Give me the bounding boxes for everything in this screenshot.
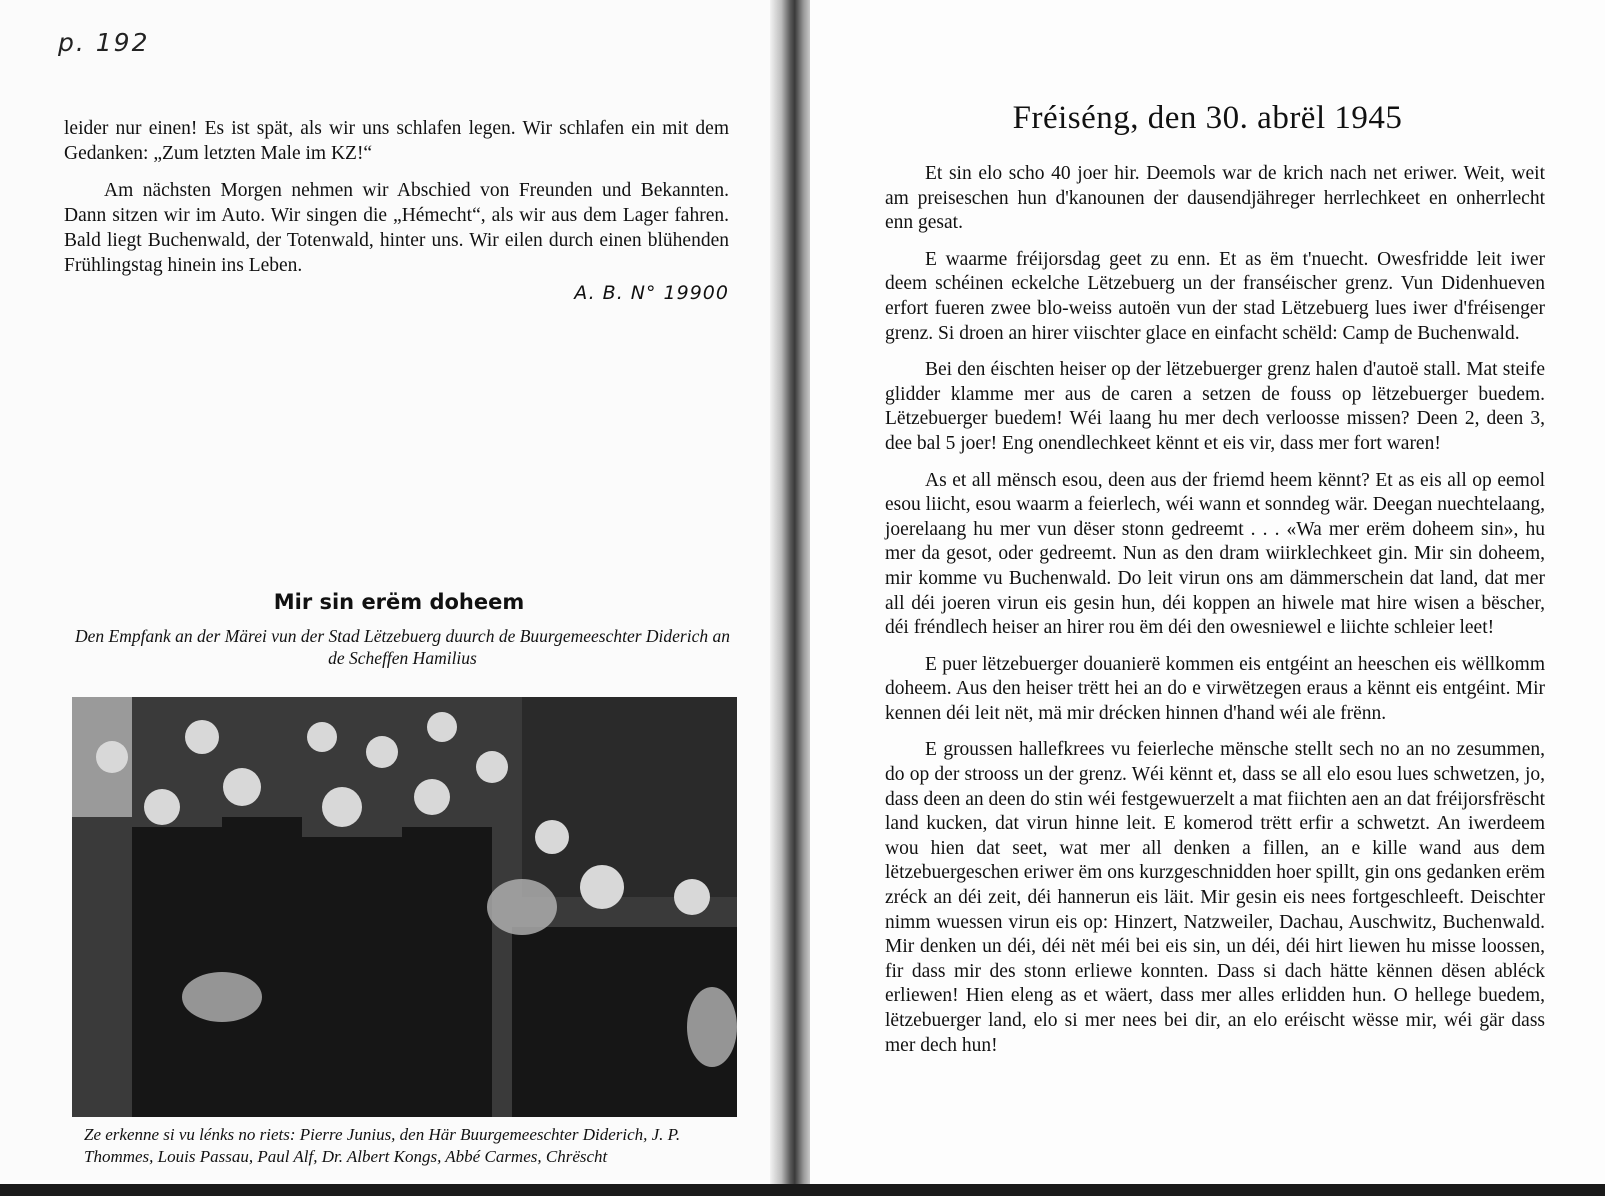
right-paragraph-3: Bei den éischten heiser op der lëtzebuerger grenz halen d'autoë stall. Mat steife glidder klamme mer aus de caren a setzen de fouss op lëtzebuerger buedem. Lëtzebuerger buedem! Wéi laang hu mer dech verloosse missen? Deen 2, deen 3, dee bal 5 joer! Eng onendlechkeet kënnt et eis vir, dass mer fort waren!: [885, 359, 1545, 454]
left-paragraph-2: Am nächsten Morgen nehmen wir Abschied von Freunden und Bekannten. Dann sitzen wir im Auto. Wir singen die „Hémecht“, als wir aus dem Lager fahren. Bald liegt Buchenwald, der Totenwald, hinter uns. Wir eilen durch einen blühenden Frühlingstag hinein ins Leben.: [64, 180, 729, 276]
page-title: Fréiséng, den 30. abrël 1945: [1012, 100, 1403, 136]
section-subtitle: Den Empfank an der Märei vun der Stad Lëtzebuerg duurch de Buurgemeeschter Diderich an de Scheffen Hamilius: [75, 626, 730, 668]
right-page-text: [885, 162, 1545, 1058]
book-gutter: [770, 0, 815, 1196]
right-paragraph-5: E puer lëtzebuerger douanierë kommen eis entgéint an heeschen eis wëllkomm doheem. Aus den heiser trëtt hei an do e virwëtzegen eraus a kënnt eis entgéint. Mir kennen déi leit nët, mä mir drécken hinnen d'hand wéi ale frënn.: [885, 653, 1545, 724]
group-photo: [72, 697, 737, 1117]
right-paragraph-6: E groussen hallefkrees vu feierleche mënsche stellt sech no an no zesummen, do op der strooss un der grenz. Wéi kënnt et, dass se all elo esou lues schwetzen, jo, dass deen an deen do stin wéi festgewuerzelt a mat fiichten aen an dat fréijorsfrëscht land kucken, dat virun hinne leit. E komerod trëtt erfir a schwetzt. An iwerdeem wou hien dat seet, wat mer all denken a fillen, an e kille wand aus dem lëtzebuergeschen eriwer ëm ons kurzgeschnidden hoer spillt, gin ons gedanken erëm zréck an déi zeit, déi hannerun eis läit. Mir gesin eis nees fortgeschleeft. Deischter nimm wuessen virun eis op: Hinzert, Natzweiler, Dachau, Auschwitz, Buchenwald. Mir denken un déi, déi nët méi bei eis sin, un déi, déi hirt liewen hu misse loossen, fir dass mir des stonn erliewe konnten. Dass si dach hätte kënnen dësen abléck erliewen! Hien eleng as et wäert, dass mer alles erlidden hun. O hellege buedem, lëtzebuerger land, elo si mer nees bei dir, an elo eréischt wësse mir, wéi gär dass mer dech hun!: [885, 739, 1545, 1056]
scan-bottom-edge: [0, 1184, 1605, 1196]
handwritten-page-number: p. 192: [58, 28, 150, 57]
left-page-text: [64, 116, 729, 304]
right-paragraph-2: E waarme fréijorsdag geet zu enn. Et as ëm t'nuecht. Owesfridde leit iwer deem schéinen eckelche Lëtzebuerg un der franséischer grenz. Vun Didenhueven erfort fueren zwee blo-weiss autoën vun der stad Lëtzebuerg lues iwer d'fréisenger grenz. Si droen an hirer viischter glace en einfacht schëld: Camp de Buchenwald.: [885, 248, 1545, 344]
section-title: Mir sin erëm doheem: [273, 590, 525, 614]
right-paragraph-1: Et sin elo scho 40 joer hir. Deemols war de krich nach net eriwer. Weit, weit am preiseschen hun d'kanounen der dausendjähreger herrlechkeet en onherrlecht enn gesat.: [885, 163, 1545, 234]
left-paragraph-1: leider nur einen! Es ist spät, als wir uns schlafen legen. Wir schlafen ein mit dem Gedanken: „Zum letzten Male im KZ!“: [64, 118, 729, 164]
right-paragraph-4: As et all mënsch esou, deen aus der friemd heem kënnt? Et as eis all op eemol esou liicht, esou waarm a feierlech, wéi wann et sonndeg wär. Deegan nuechtelaang, joerelaang hu mer vun dëser stonn gedreemt . . . «Wa mer erëm doheem sin», hu mer da gesot, oder gedreemt. Nun as den dram wiirklechkeet gin. Mir sin doheem, mir komme vu Buchenwald. Do leit virun ons am dämmerschein dat land, dat mer all déi joeren virun eis gesin hun, déi koppen an hiwele mat hire wisen a bëscher, déi fréndlech heiser an hirer rou ëm déi den owesniewel e liichte schleier leet!: [885, 469, 1545, 639]
photo-illustration: [72, 697, 737, 1117]
author-signature: A. B. N° 19900: [574, 282, 729, 304]
photo-caption: Ze erkenne si vu lénks no riets: Pierre Junius, den Här Buurgemeeschter Diderich, J. P. Thommes, Louis Passau, Paul Alf, Dr. Albert Kongs, Abbé Carmes, Chrëscht: [84, 1125, 681, 1166]
